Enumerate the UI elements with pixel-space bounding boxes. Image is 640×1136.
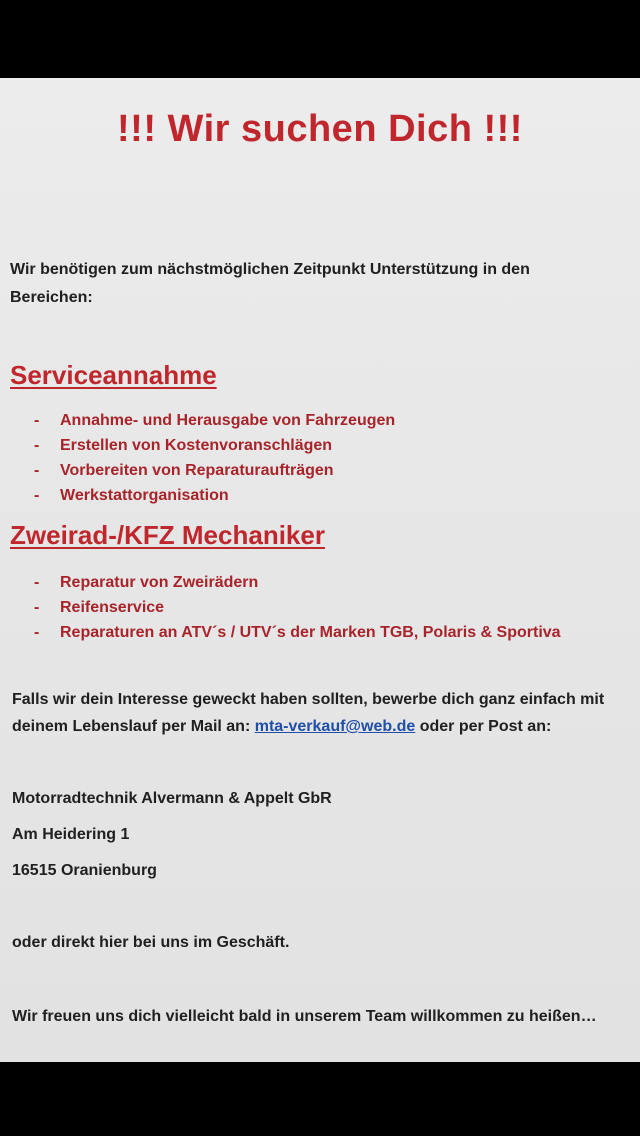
mechaniker-list [34, 570, 561, 645]
list-item: - Reifenservice [34, 595, 561, 620]
top-black-bar [0, 0, 640, 78]
intro-text [10, 256, 610, 312]
address-city: 16515 Oranienburg [12, 862, 157, 879]
list-item: - Werkstattorganisation [34, 483, 395, 508]
list-item: - Vorbereiten von Reparaturaufträgen [34, 458, 395, 483]
serviceannahme-list [34, 408, 395, 508]
list-item: - Annahme- und Herausgabe von Fahrzeugen [34, 408, 395, 433]
bullet-dash: - [34, 462, 40, 479]
bullet-dash: - [34, 574, 40, 591]
bullet-dash: - [34, 437, 40, 454]
bullet-dash: - [34, 624, 40, 641]
list-item: - Reparaturen an ATV´s / UTV´s der Marken TGB, Polaris & Sportiva [34, 620, 561, 645]
address-street: Am Heidering 1 [12, 826, 130, 843]
direct-visit-text: oder direkt hier bei uns im Geschäft. [12, 934, 290, 951]
email-link[interactable]: mta-verkauf@web.de [254, 718, 416, 735]
apply-paragraph [12, 686, 632, 740]
intro-line-1: Wir benötigen zum nächstmöglichen Zeitpunkt Unterstützung in den [10, 261, 530, 278]
bullet-dash: - [34, 412, 40, 429]
bullet-dash: - [34, 599, 40, 616]
list-item: - Erstellen von Kostenvoranschlägen [34, 433, 395, 458]
apply-line-2: deinem Lebenslauf per Mail an: mta-verkauf@web.de oder per Post an: [12, 718, 552, 735]
intro-line-2: Bereichen: [10, 289, 93, 306]
job-flyer [0, 78, 640, 1062]
section-title-serviceannahme: Serviceannahme [10, 360, 217, 390]
bottom-black-bar [0, 1062, 640, 1136]
address-company: Motorradtechnik Alvermann & Appelt GbR [12, 790, 332, 807]
bullet-dash: - [34, 487, 40, 504]
list-item: - Reparatur von Zweirädern [34, 570, 561, 595]
closing-text: Wir freuen uns dich vielleicht bald in unserem Team willkommen zu heißen… [12, 1008, 597, 1025]
apply-line-1: Falls wir dein Interesse geweckt haben sollten, bewerbe dich ganz einfach mit [12, 691, 605, 708]
headline: !!! Wir suchen Dich !!! [117, 108, 523, 150]
section-title-mechaniker: Zweirad-/KFZ Mechaniker [10, 520, 325, 550]
